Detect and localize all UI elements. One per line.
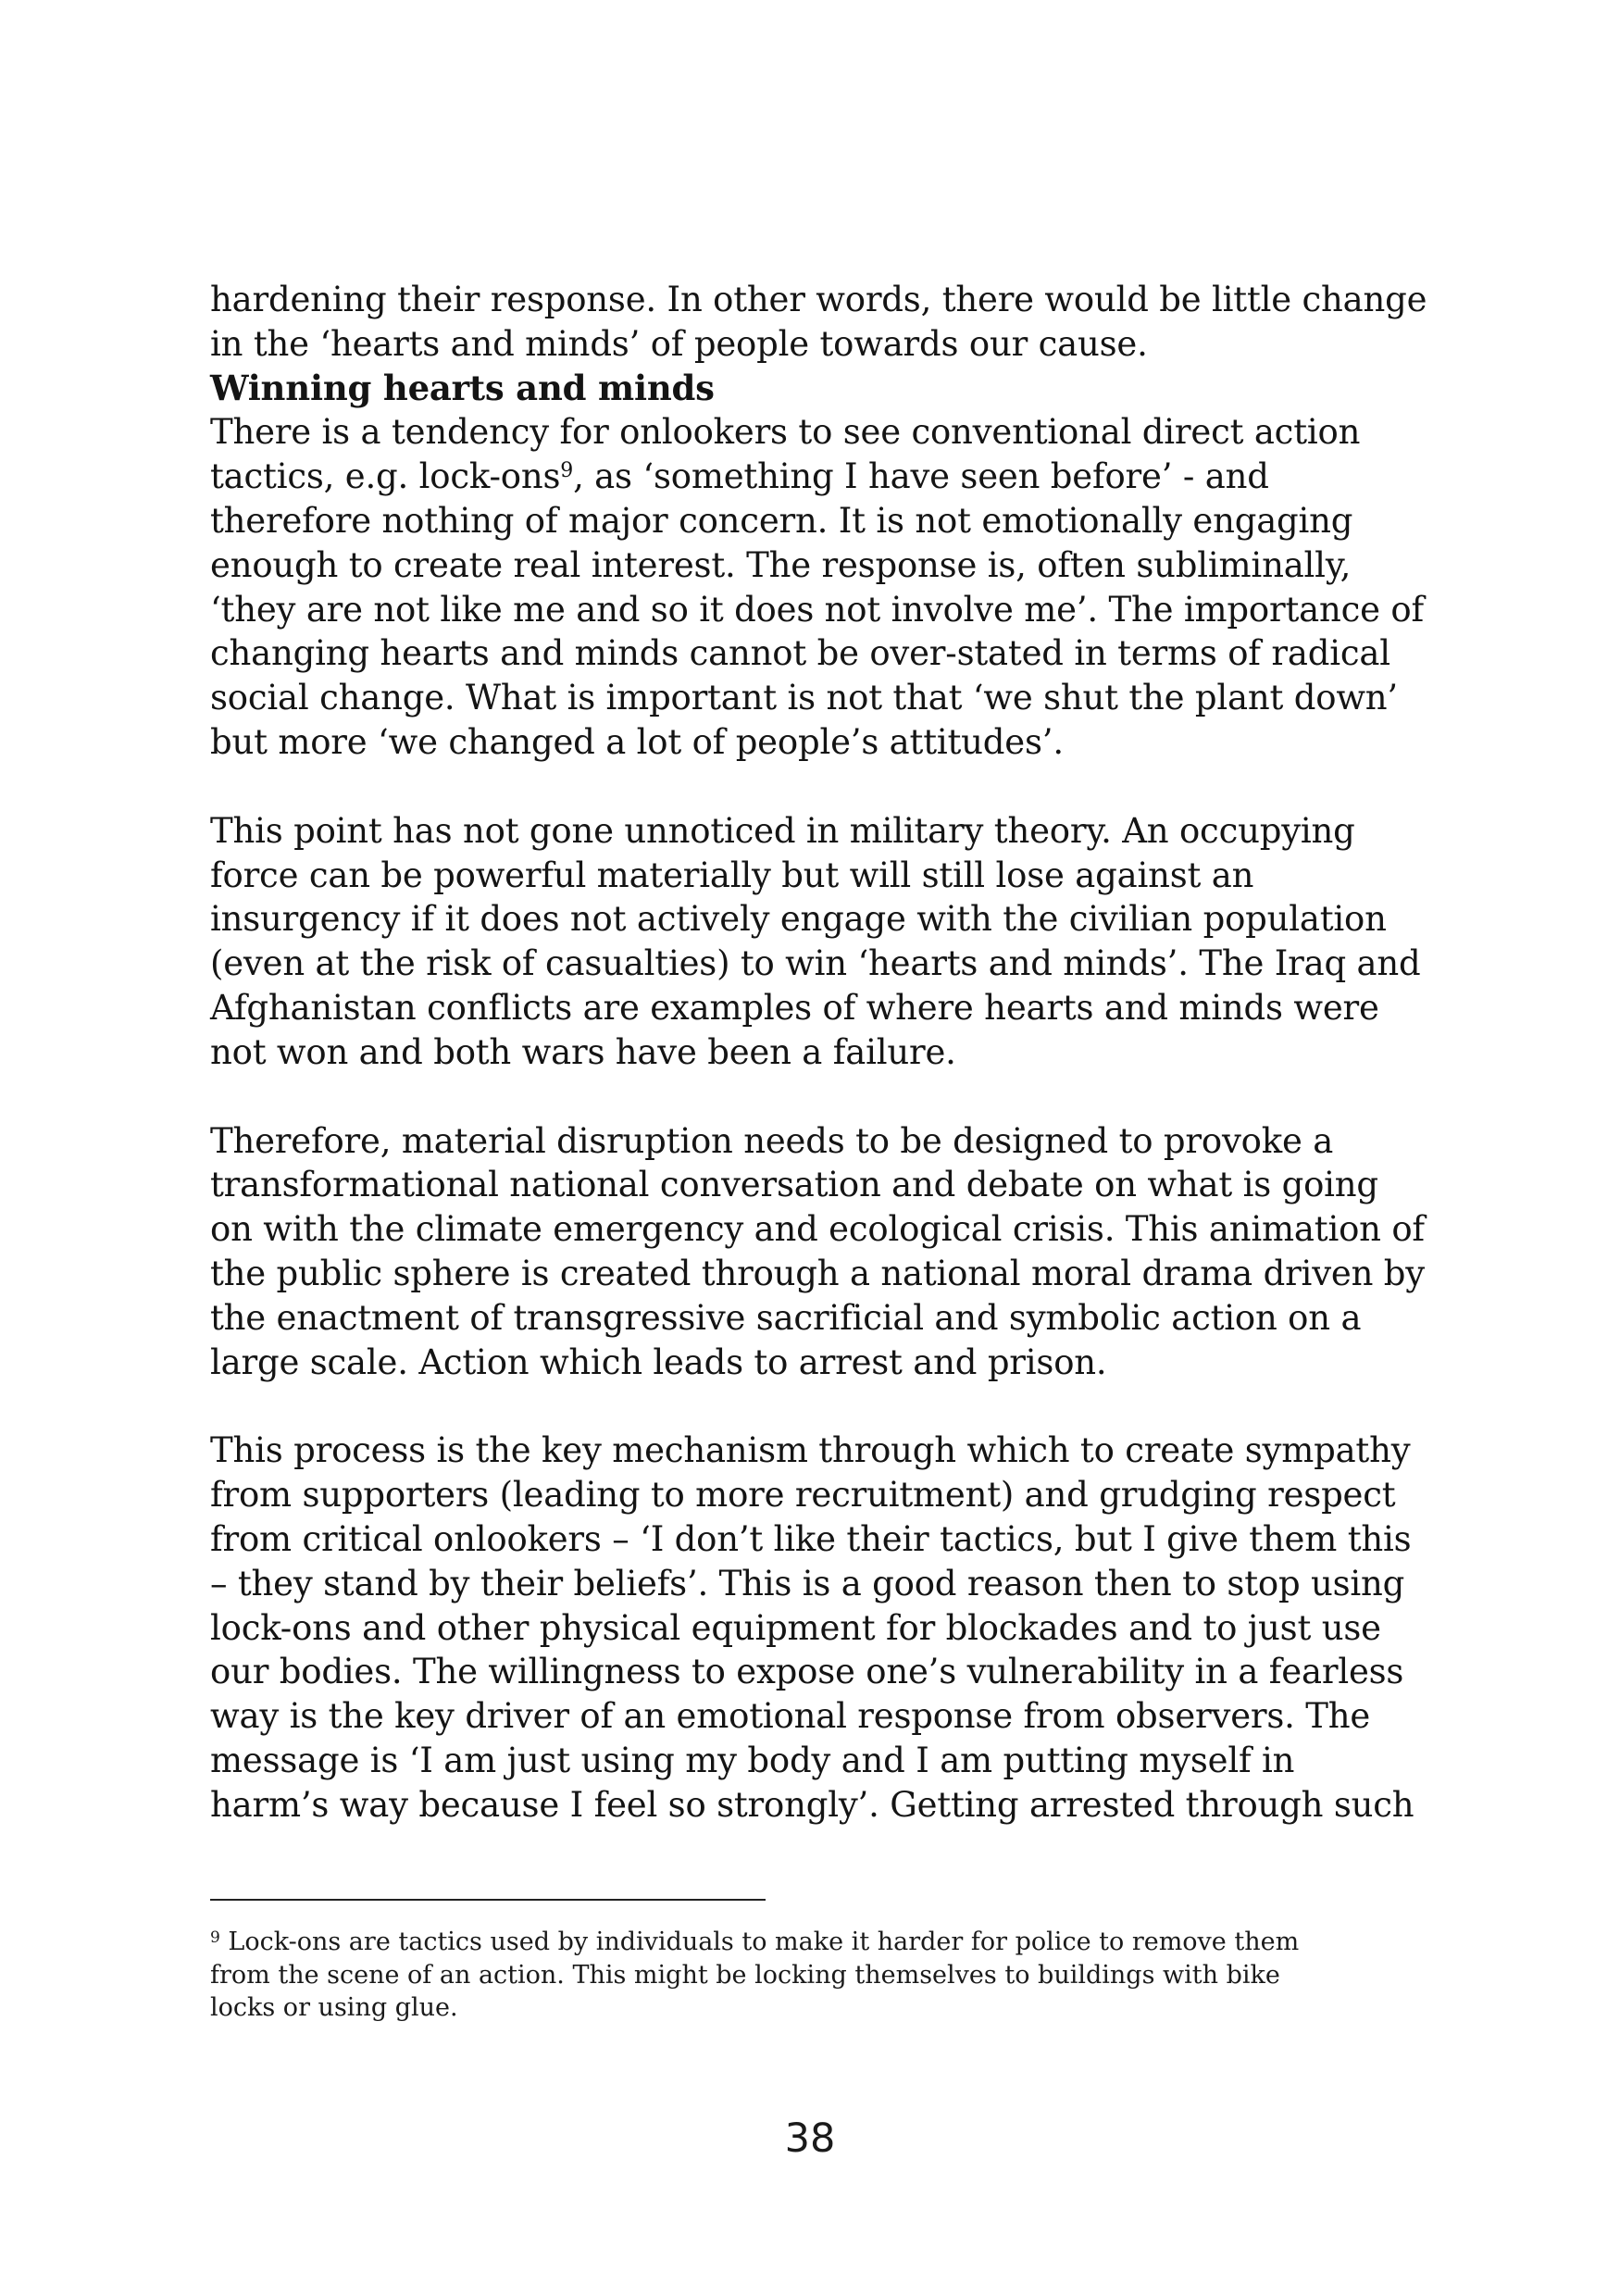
- text-line: from supporters (leading to more recruitment) and grudging respect: [210, 1475, 1396, 1516]
- text-line: Afghanistan conflicts are examples of where hearts and minds were: [210, 987, 1379, 1028]
- body-text: [210, 278, 1432, 1828]
- footnote-reference[interactable]: 9: [560, 459, 574, 483]
- text-line: way is the key driver of an emotional response from observers. The: [210, 1696, 1371, 1737]
- text-line: enough to create real interest. The response is, often subliminally,: [210, 544, 1352, 585]
- text-line: message is ‘I am just using my body and I am putting myself in: [210, 1740, 1295, 1780]
- text-line: changing hearts and minds cannot be over-stated in terms of radical: [210, 633, 1390, 674]
- intro-paragraph: [210, 278, 1432, 367]
- text-line: the public sphere is created through a national moral drama driven by: [210, 1253, 1425, 1293]
- text-line: but more ‘we changed a lot of people’s attitudes’.: [210, 721, 1064, 762]
- text-line: large scale. Action which leads to arrest and prison.: [210, 1341, 1107, 1382]
- text-fragment: tactics, e.g. lock-ons: [210, 456, 561, 497]
- text-line: from critical onlookers – ‘I don’t like their tactics, but I give them this: [210, 1518, 1412, 1559]
- text-line: the enactment of transgressive sacrificial and symbolic action on a: [210, 1297, 1362, 1338]
- text-line: in the ‘hearts and minds’ of people towards our cause.: [210, 323, 1148, 364]
- section1-paragraph: [210, 410, 1432, 764]
- text-line: not won and both wars have been a failure.: [210, 1031, 956, 1072]
- text-line: social change. What is important is not that ‘we shut the plant down’: [210, 678, 1398, 718]
- text-line: on with the climate emergency and ecological crisis. This animation of: [210, 1209, 1425, 1250]
- text-line: force can be powerful materially but will still lose against an: [210, 855, 1254, 895]
- paragraph-key-mechanism: [210, 1429, 1432, 1827]
- footnote-text: Lock-ons are tactics used by individuals to make it harder for police to remove them: [219, 1928, 1300, 1956]
- paragraph-military-theory: [210, 809, 1432, 1075]
- footnote-line: from the scene of an action. This might be locking themselves to buildings with bike: [210, 1960, 1280, 1990]
- text-fragment: , as ‘something I have seen before’ - and: [573, 456, 1269, 497]
- page-number: 38: [784, 2115, 836, 2162]
- text-line: (even at the risk of casualties) to win ‘hearts and minds’. The Iraq and: [210, 943, 1421, 984]
- text-line: ‘they are not like me and so it does not involve me’. The importance of: [210, 589, 1424, 630]
- text-line: This process is the key mechanism through which to create sympathy: [210, 1430, 1411, 1471]
- text-line: therefore nothing of major concern. It is not emotionally engaging: [210, 500, 1353, 541]
- footnote-line: [210, 1926, 1432, 1959]
- text-line: – they stand by their beliefs’. This is a good reason then to stop using: [210, 1563, 1405, 1603]
- text-line: our bodies. The willingness to expose one’s vulnerability in a fearless: [210, 1652, 1404, 1692]
- text-line: This point has not gone unnoticed in military theory. An occupying: [210, 810, 1355, 851]
- text-line-with-footnote: [210, 455, 1432, 499]
- footnote-marker: 9: [210, 1928, 220, 1947]
- footnote-line: locks or using glue.: [210, 1993, 458, 2022]
- section-heading: Winning hearts and minds: [210, 367, 715, 408]
- text-line: There is a tendency for onlookers to see conventional direct action: [210, 412, 1361, 453]
- text-line: insurgency if it does not actively engage with the civilian population: [210, 899, 1387, 940]
- text-line: hardening their response. In other words, there would be little change: [210, 280, 1427, 319]
- footnote-divider: [210, 1899, 766, 1901]
- footnote: [210, 1926, 1432, 2025]
- text-line: lock-ons and other physical equipment for blockades and to just use: [210, 1607, 1381, 1648]
- text-line: transformational national conversation and debate on what is going: [210, 1165, 1378, 1205]
- paragraph-material-disruption: [210, 1119, 1432, 1385]
- text-line: Therefore, material disruption needs to be designed to provoke a: [210, 1120, 1334, 1161]
- text-line: harm’s way because I feel so strongly’. Getting arrested through such: [210, 1784, 1414, 1825]
